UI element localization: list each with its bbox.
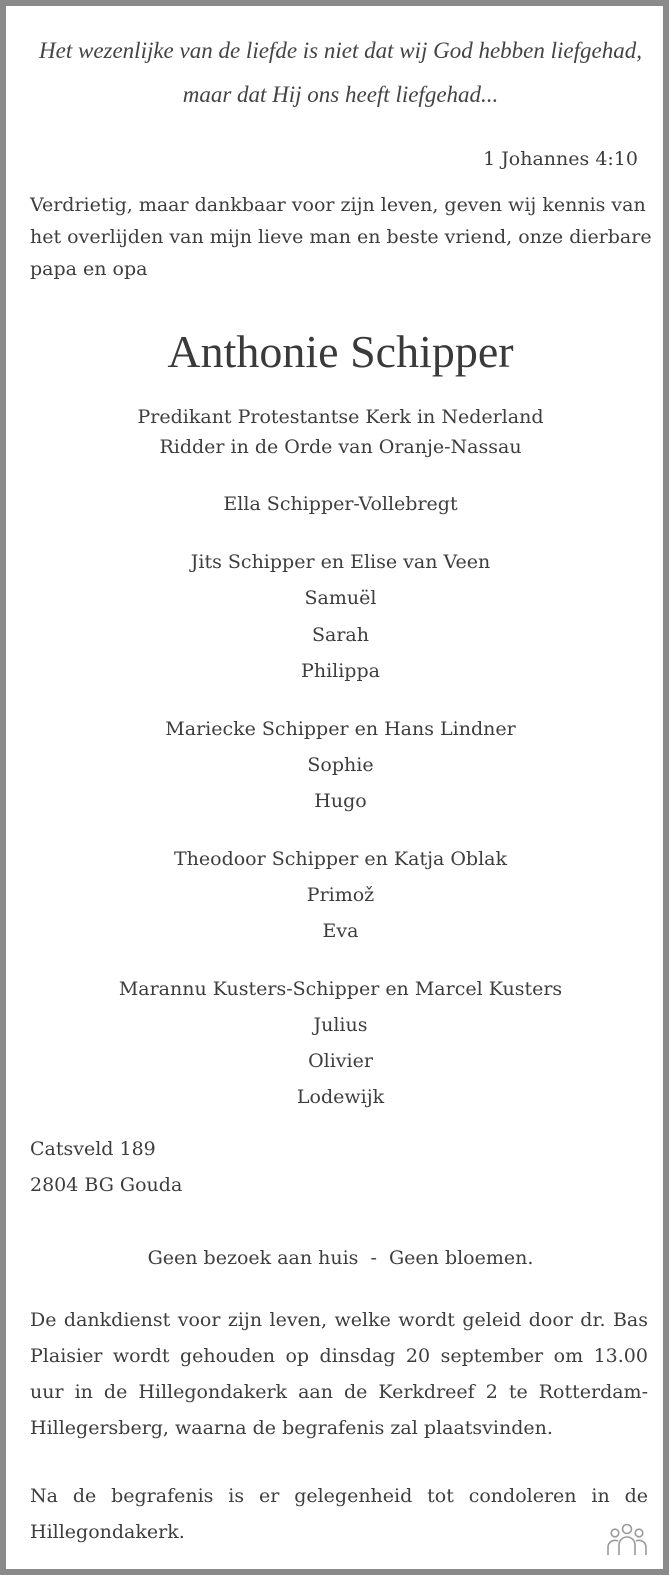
service-line: Hillegersberg, waarna de begrafenis zal plaatsvinden. [30, 1417, 553, 1439]
intro-line-2: het overlijden van mijn lieve man en beste vriend, onze dierbare [30, 226, 652, 248]
family-parents: Mariecke Schipper en Hans Lindner [165, 718, 516, 740]
family-child: Sarah [312, 624, 369, 646]
family-child: Lodewijk [296, 1086, 385, 1108]
condolence-line: Na de begrafenis is er gelegenheid tot condoleren in de [30, 1485, 648, 1507]
people-group-icon [605, 1521, 649, 1557]
family-child: Eva [322, 920, 359, 942]
family-parents: Theodoor Schipper en Katja Oblak [173, 848, 507, 870]
service-line: De dankdienst voor zijn leven, welke wordt geleid door dr. Bas [30, 1309, 648, 1331]
condolence-line: Hillegondakerk. [30, 1521, 185, 1543]
family-child: Primož [306, 884, 375, 906]
address-street: Catsveld 189 [30, 1138, 156, 1160]
service-line: Plaisier wordt gehouden op dinsdag 20 september om 13.00 [30, 1345, 648, 1367]
visit-notice: Geen bezoek aan huis - Geen bloemen. [147, 1247, 534, 1269]
intro-line-1: Verdrietig, maar dankbaar voor zijn leven, geven wij kennis van [30, 194, 646, 216]
deceased-name: Anthonie Schipper [167, 326, 514, 377]
quote-reference: 1 Johannes 4:10 [483, 148, 638, 170]
family-child: Philippa [301, 660, 380, 682]
intro-line-3: papa en opa [30, 258, 148, 280]
family-child: Julius [313, 1014, 368, 1036]
family-parents: Marannu Kusters-Schipper en Marcel Kusters [118, 978, 563, 1000]
deceased-title-2: Ridder in de Orde van Oranje-Nassau [159, 436, 522, 458]
family-child: Sophie [307, 754, 374, 776]
address-city: 2804 BG Gouda [30, 1174, 183, 1196]
service-line: uur in de Hillegondakerk aan de Kerkdreef 2 te Rotterdam- [30, 1381, 648, 1403]
family-child: Samuël [304, 587, 377, 609]
condolence-paragraph [30, 1478, 648, 1550]
family-parents: Jits Schipper en Elise van Veen [190, 551, 491, 573]
service-paragraph [30, 1302, 648, 1446]
quote-line-2: maar dat Hij ons heeft liefgehad... [182, 82, 499, 107]
quote-line-1: Het wezenlijke van de liefde is niet dat wij God hebben liefgehad, [39, 38, 642, 63]
family-child: Olivier [308, 1050, 373, 1072]
family-child: Hugo [314, 790, 367, 812]
deceased-title-1: Predikant Protestantse Kerk in Nederland [137, 406, 544, 428]
spouse-name: Ella Schipper-Vollebregt [223, 493, 458, 515]
